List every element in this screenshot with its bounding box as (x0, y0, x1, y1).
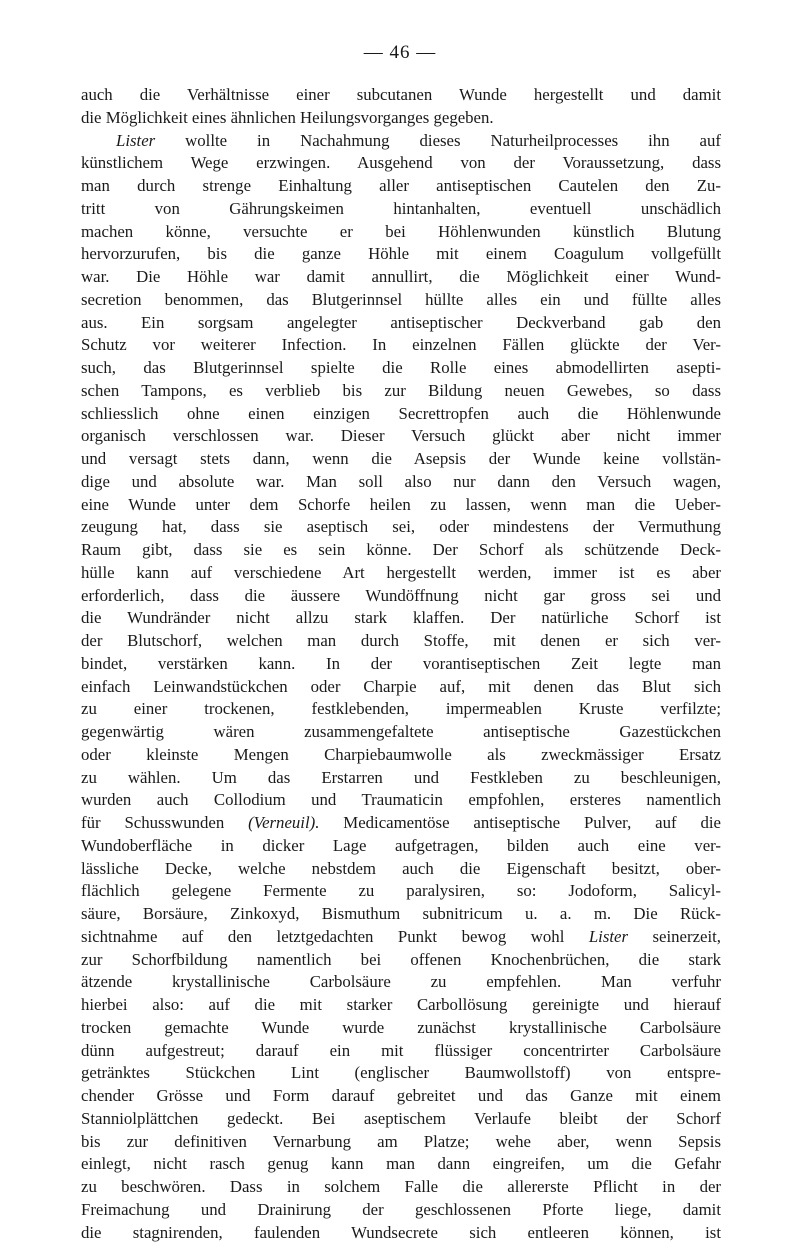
text-line: eine Wunde unter dem Schorfe heilen zu lassen, wenn man die Ueber- (81, 494, 721, 514)
text-segment: sichtnahme auf den letztgedachten Punkt bewog wohl (81, 926, 589, 946)
text-line: getränktes Stückchen Lint (englischer Baumwollstoff) von entspre- (81, 1063, 721, 1083)
text-line (81, 812, 721, 835)
text-line: einlegt, nicht rasch genug kann man dann eingreifen, um die Gefahr (81, 1154, 721, 1174)
text-line: hervorzurufen, bis die ganze Höhle mit einem Coagulum vollgefüllt (81, 244, 721, 264)
text-line: zu beschwören. Dass in solchem Falle die allererste Pflicht in der (81, 1177, 721, 1196)
text-line: man durch strenge Einhaltung aller antiseptischen Cautelen den Zu- (81, 176, 721, 195)
text-line (81, 130, 721, 153)
page-number: — 46 — (363, 42, 437, 63)
text-line: die Wundränder nicht allzu stark klaffen. Der natürliche Schorf ist (81, 608, 721, 628)
text-line: tritt von Gährungskeimen hintanhalten, eventuell unschädlich (81, 198, 721, 218)
text-line: künstlichem Wege erzwingen. Ausgehend von der Voraussetzung, dass (81, 153, 721, 173)
text-line: Stanniolplättchen gedeckt. Bei aseptischem Verlaufe bleibt der Schorf (81, 1108, 721, 1128)
text-segment: Medicamentöse antiseptische Pulver, auf die (319, 813, 721, 832)
text-line: säure, Borsäure, Zinkoxyd, Bismuthum subnitricum u. a. m. Die Rück- (81, 904, 721, 923)
text-line: secretion benommen, das Blutgerinnsel hüllte alles ein und füllte alles (81, 289, 721, 309)
text-line: zeugung hat, dass sie aseptisch sei, oder mindestens der Vermuthung (81, 517, 721, 537)
text-line: machen könne, versuchte er bei Höhlenwunden künstlich Blutung (81, 221, 721, 241)
text-line: dünn aufgestreut; darauf ein mit flüssiger concentrirter Carbolsäure (81, 1040, 721, 1060)
text-line: der Blutschorf, welchen man durch Stoffe, mit denen er sich ver- (81, 631, 721, 650)
text-line: und versagt stets dann, wenn die Asepsis der Wunde keine vollstän- (81, 449, 721, 468)
text-line: lässliche Decke, welche nebstdem auch die Eigenschaft besitzt, ober- (81, 858, 721, 878)
text-line: zur Schorfbildung namentlich bei offenen Knochenbrüchen, die stark (81, 949, 721, 969)
text-line: war. Die Höhle war damit annullirt, die Möglichkeit einer Wund- (81, 267, 721, 286)
text-line: hierbei also: auf die mit starker Carbollösung gereinigte und hierauf (81, 995, 721, 1014)
text-line: bindet, verstärken kann. In der vorantiseptischen Zeit legte man (81, 653, 721, 673)
text-line: schen Tampons, es verblieb bis zur Bildung neuen Gewebes, so dass (81, 380, 721, 400)
body-text (81, 84, 721, 1244)
text-line: hülle kann auf verschiedene Art hergestellt werden, immer ist es aber (81, 562, 721, 582)
text-line: dige und absolute war. Man soll also nur dann den Versuch wagen, (81, 471, 721, 491)
text-line: Raum gibt, dass sie es sein könne. Der Schorf als schützende Deck- (81, 540, 721, 559)
text-line: die Möglichkeit eines ähnlichen Heilungsvorganges gegeben. (81, 107, 494, 127)
text-line: bis zur definitiven Vernarbung am Platze; wehe aber, wenn Sepsis (81, 1131, 721, 1151)
text-line: Schutz vor weiterer Infection. In einzelnen Fällen glückte der Ver- (81, 335, 721, 355)
author-name: Lister (116, 130, 156, 150)
text-segment: für Schusswunden (81, 813, 249, 832)
text-line: organisch verschlossen war. Dieser Versuch glückt aber nicht immer (81, 426, 721, 446)
text-line: Freimachung und Drainirung der geschlossenen Pforte liege, damit (81, 1199, 721, 1219)
text-line (81, 926, 721, 949)
text-line: chender Grösse und Form darauf gebreitet und das Ganze mit einem (81, 1086, 721, 1105)
text-line: einfach Leinwandstückchen oder Charpie auf, mit denen das Blut sich (81, 676, 721, 696)
text-line: zu einer trockenen, festklebenden, impermeablen Kruste verfilzte; (81, 699, 721, 719)
author-name: Lister (588, 926, 629, 946)
text-line: trocken gemachte Wunde wurde zunächst krystallinische Carbolsäure (81, 1017, 721, 1037)
author-name: (Verneuil). (248, 813, 320, 832)
text-line: ätzende krystallinische Carbolsäure zu empfehlen. Man verfuhr (81, 972, 721, 992)
text-line: flächlich gelegene Fermente zu paralysiren, so: Jodoform, Salicyl- (81, 881, 721, 901)
text-line: Wundoberfläche in dicker Lage aufgetragen, bilden auch eine ver- (81, 835, 721, 855)
text-line: oder kleinste Mengen Charpiebaumwolle als zweckmässiger Ersatz (81, 744, 721, 764)
text-line: gegenwärtig wären zusammengefaltete antiseptische Gazestückchen (81, 722, 721, 741)
text-segment: wollte in Nachahmung dieses Naturheilprocesses ihn auf (155, 130, 721, 150)
text-line: zu wählen. Um das Erstarren und Festkleben zu beschleunigen, (81, 767, 721, 787)
text-line: aus. Ein sorgsam angelegter antiseptischer Deckverband gab den (81, 312, 721, 332)
text-line: auch die Verhältnisse einer subcutanen Wunde hergestellt und damit (81, 85, 721, 104)
text-line: such, das Blutgerinnsel spielte die Rolle eines abmodellirten asepti- (81, 358, 721, 377)
text-line: wurden auch Collodium und Traumaticin empfohlen, ersteres namentlich (81, 790, 721, 810)
text-segment: seinerzeit, (628, 926, 721, 946)
text-line: die stagnirenden, faulenden Wundsecrete sich entleeren können, ist (81, 1222, 721, 1242)
text-line: erforderlich, dass die äussere Wundöffnung nicht gar gross sei und (81, 585, 721, 605)
text-line: schliesslich ohne einen einzigen Secrettropfen auch die Höhlenwunde (81, 403, 721, 423)
